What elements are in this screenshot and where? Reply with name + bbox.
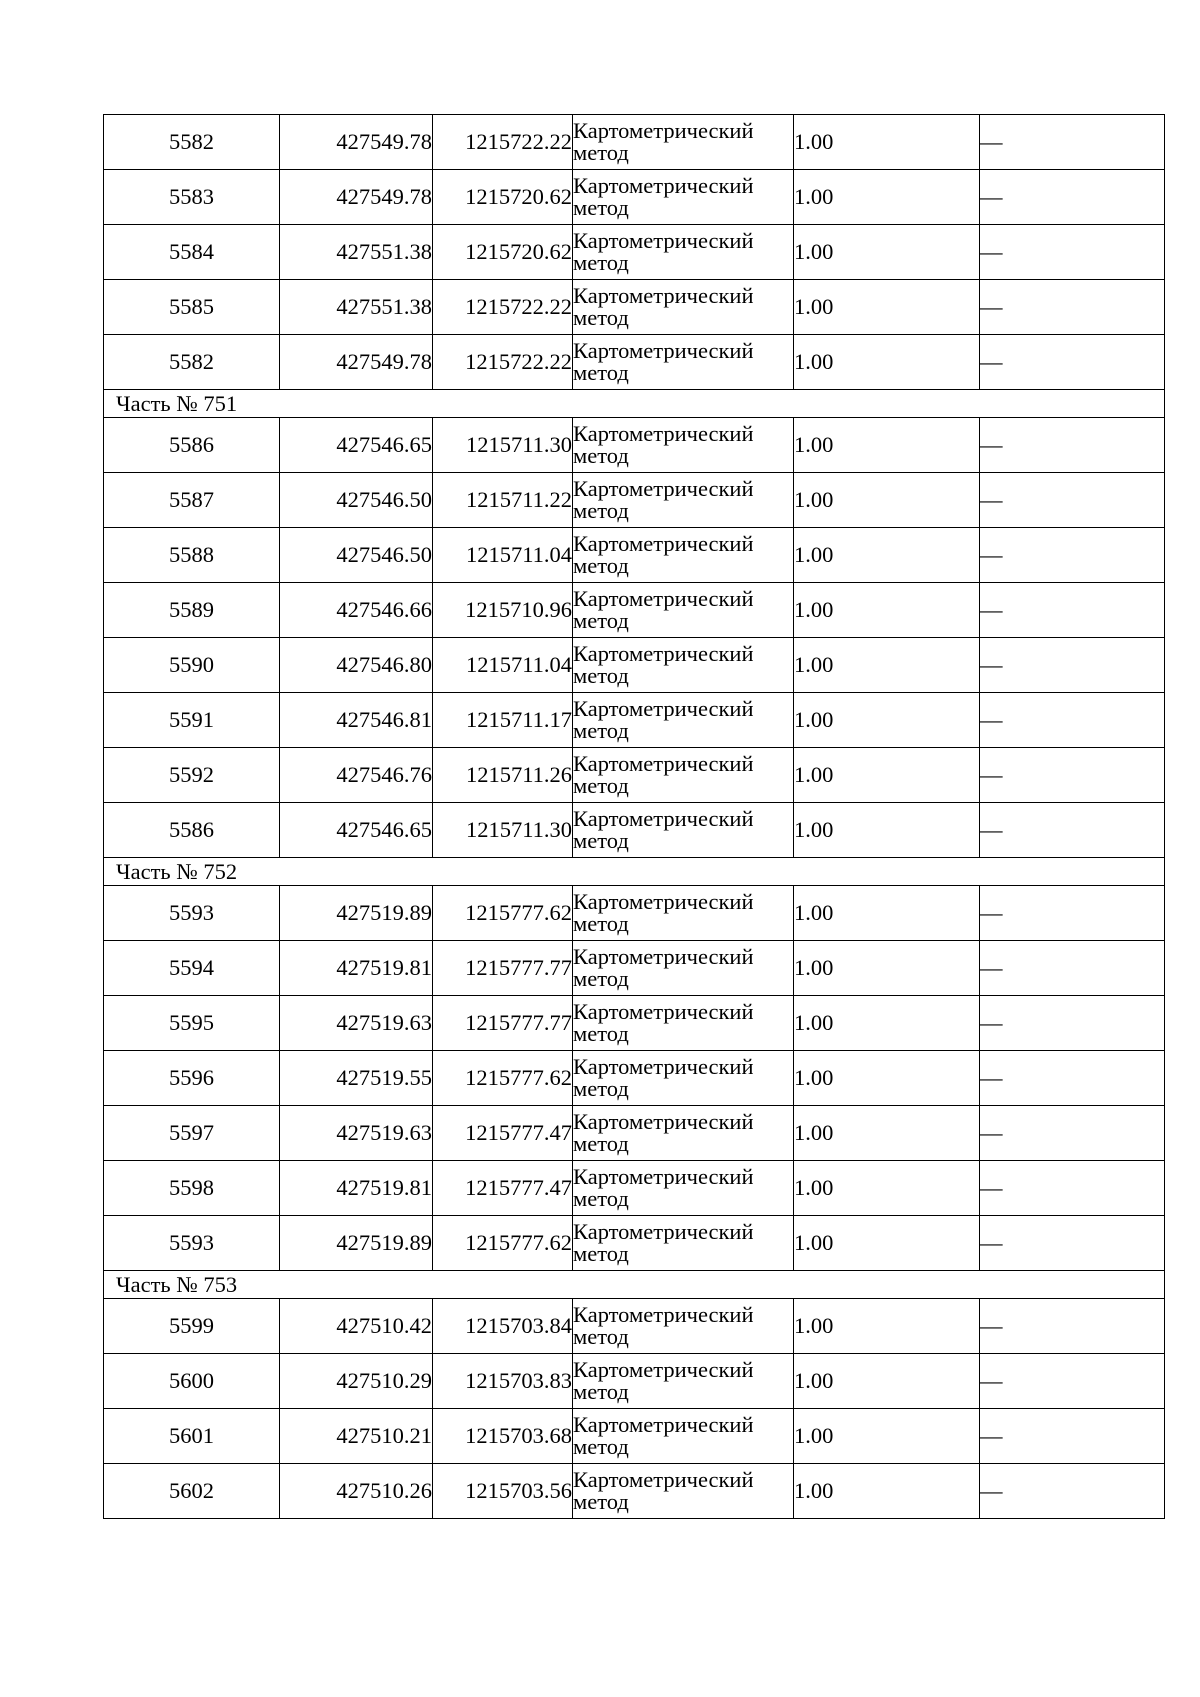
table-row — [104, 528, 1165, 583]
accuracy-cell: 1.00 — [794, 225, 980, 280]
method-line-1: Картометрический — [573, 337, 754, 363]
y-coordinate-cell: 1215720.62 — [433, 170, 573, 225]
x-coordinate-cell: 427510.26 — [280, 1464, 433, 1519]
method-cell — [573, 1216, 794, 1271]
method-line-1: Картометрический — [573, 695, 754, 721]
point-number-cell: 5585 — [104, 280, 280, 335]
table-row — [104, 583, 1165, 638]
table-row — [104, 638, 1165, 693]
description-cell: — — [980, 941, 1165, 996]
method-line-2: метод — [573, 1076, 629, 1101]
method-line-1: Картометрический — [573, 172, 754, 198]
method-cell — [573, 528, 794, 583]
y-coordinate-cell: 1215722.22 — [433, 335, 573, 390]
method-line-2: метод — [573, 140, 629, 165]
method-cell — [573, 1161, 794, 1216]
method-cell — [573, 941, 794, 996]
point-number-cell: 5595 — [104, 996, 280, 1051]
point-number-cell: 5584 — [104, 225, 280, 280]
part-label: Часть № 752 — [104, 858, 1165, 886]
method-line-1: Картометрический — [573, 420, 754, 446]
method-line-2: метод — [573, 305, 629, 330]
description-cell: — — [980, 1106, 1165, 1161]
method-line-2: метод — [573, 718, 629, 743]
method-line-1: Картометрический — [573, 943, 754, 969]
x-coordinate-cell: 427546.66 — [280, 583, 433, 638]
method-cell — [573, 1409, 794, 1464]
method-line-1: Картометрический — [573, 530, 754, 556]
y-coordinate-cell: 1215703.56 — [433, 1464, 573, 1519]
part-header-row — [104, 1271, 1165, 1299]
table-row — [104, 115, 1165, 170]
y-coordinate-cell: 1215711.30 — [433, 803, 573, 858]
accuracy-cell: 1.00 — [794, 583, 980, 638]
method-cell — [573, 638, 794, 693]
table-row — [104, 941, 1165, 996]
accuracy-cell: 1.00 — [794, 418, 980, 473]
accuracy-cell: 1.00 — [794, 335, 980, 390]
method-line-2: метод — [573, 443, 629, 468]
method-cell — [573, 280, 794, 335]
point-number-cell: 5588 — [104, 528, 280, 583]
accuracy-cell: 1.00 — [794, 1409, 980, 1464]
table-row — [104, 170, 1165, 225]
accuracy-cell: 1.00 — [794, 996, 980, 1051]
table-row — [104, 1299, 1165, 1354]
method-line-1: Картометрический — [573, 998, 754, 1024]
method-line-2: метод — [573, 911, 629, 936]
x-coordinate-cell: 427510.21 — [280, 1409, 433, 1464]
point-number-cell: 5597 — [104, 1106, 280, 1161]
description-cell: — — [980, 1354, 1165, 1409]
table-row — [104, 225, 1165, 280]
part-label: Часть № 751 — [104, 390, 1165, 418]
method-line-1: Картометрический — [573, 1053, 754, 1079]
description-cell: — — [980, 473, 1165, 528]
point-number-cell: 5586 — [104, 803, 280, 858]
coordinates-table-body — [104, 115, 1165, 1519]
table-row — [104, 1051, 1165, 1106]
description-cell: — — [980, 748, 1165, 803]
method-line-1: Картометрический — [573, 475, 754, 501]
y-coordinate-cell: 1215777.47 — [433, 1161, 573, 1216]
y-coordinate-cell: 1215722.22 — [433, 115, 573, 170]
table-row — [104, 1161, 1165, 1216]
x-coordinate-cell: 427546.81 — [280, 693, 433, 748]
accuracy-cell: 1.00 — [794, 1354, 980, 1409]
method-line-2: метод — [573, 966, 629, 991]
x-coordinate-cell: 427546.65 — [280, 803, 433, 858]
description-cell: — — [980, 638, 1165, 693]
method-cell — [573, 1354, 794, 1409]
y-coordinate-cell: 1215703.83 — [433, 1354, 573, 1409]
y-coordinate-cell: 1215777.47 — [433, 1106, 573, 1161]
point-number-cell: 5587 — [104, 473, 280, 528]
method-cell — [573, 1106, 794, 1161]
method-cell — [573, 335, 794, 390]
point-number-cell: 5602 — [104, 1464, 280, 1519]
accuracy-cell: 1.00 — [794, 1464, 980, 1519]
method-cell — [573, 996, 794, 1051]
x-coordinate-cell: 427549.78 — [280, 335, 433, 390]
description-cell: — — [980, 115, 1165, 170]
y-coordinate-cell: 1215711.04 — [433, 638, 573, 693]
x-coordinate-cell: 427551.38 — [280, 225, 433, 280]
method-line-2: метод — [573, 195, 629, 220]
method-line-1: Картометрический — [573, 805, 754, 831]
method-line-1: Картометрический — [573, 640, 754, 666]
x-coordinate-cell: 427551.38 — [280, 280, 433, 335]
y-coordinate-cell: 1215777.62 — [433, 1051, 573, 1106]
accuracy-cell: 1.00 — [794, 1161, 980, 1216]
description-cell: — — [980, 1051, 1165, 1106]
accuracy-cell: 1.00 — [794, 1299, 980, 1354]
table-row — [104, 803, 1165, 858]
accuracy-cell: 1.00 — [794, 170, 980, 225]
accuracy-cell: 1.00 — [794, 115, 980, 170]
table-row — [104, 1354, 1165, 1409]
method-line-2: метод — [573, 663, 629, 688]
method-line-1: Картометрический — [573, 1411, 754, 1437]
y-coordinate-cell: 1215777.62 — [433, 886, 573, 941]
part-header-row — [104, 390, 1165, 418]
table-row — [104, 1409, 1165, 1464]
y-coordinate-cell: 1215711.04 — [433, 528, 573, 583]
x-coordinate-cell: 427510.29 — [280, 1354, 433, 1409]
y-coordinate-cell: 1215777.77 — [433, 996, 573, 1051]
method-line-1: Картометрический — [573, 1218, 754, 1244]
description-cell: — — [980, 886, 1165, 941]
y-coordinate-cell: 1215722.22 — [433, 280, 573, 335]
y-coordinate-cell: 1215777.77 — [433, 941, 573, 996]
table-row — [104, 280, 1165, 335]
x-coordinate-cell: 427510.42 — [280, 1299, 433, 1354]
y-coordinate-cell: 1215777.62 — [433, 1216, 573, 1271]
method-cell — [573, 1299, 794, 1354]
point-number-cell: 5582 — [104, 335, 280, 390]
accuracy-cell: 1.00 — [794, 638, 980, 693]
accuracy-cell: 1.00 — [794, 473, 980, 528]
table-row — [104, 996, 1165, 1051]
method-line-2: метод — [573, 1186, 629, 1211]
accuracy-cell: 1.00 — [794, 886, 980, 941]
description-cell: — — [980, 1161, 1165, 1216]
table-row — [104, 473, 1165, 528]
x-coordinate-cell: 427549.78 — [280, 170, 433, 225]
point-number-cell: 5596 — [104, 1051, 280, 1106]
point-number-cell: 5598 — [104, 1161, 280, 1216]
method-line-1: Картометрический — [573, 227, 754, 253]
description-cell: — — [980, 1464, 1165, 1519]
table-row — [104, 1216, 1165, 1271]
description-cell: — — [980, 280, 1165, 335]
method-line-2: метод — [573, 1434, 629, 1459]
method-line-1: Картометрический — [573, 1301, 754, 1327]
description-cell: — — [980, 583, 1165, 638]
accuracy-cell: 1.00 — [794, 528, 980, 583]
method-cell — [573, 1464, 794, 1519]
method-cell — [573, 225, 794, 280]
y-coordinate-cell: 1215711.17 — [433, 693, 573, 748]
point-number-cell: 5583 — [104, 170, 280, 225]
accuracy-cell: 1.00 — [794, 693, 980, 748]
point-number-cell: 5594 — [104, 941, 280, 996]
method-cell — [573, 170, 794, 225]
accuracy-cell: 1.00 — [794, 1051, 980, 1106]
y-coordinate-cell: 1215711.22 — [433, 473, 573, 528]
x-coordinate-cell: 427519.89 — [280, 1216, 433, 1271]
y-coordinate-cell: 1215720.62 — [433, 225, 573, 280]
point-number-cell: 5592 — [104, 748, 280, 803]
description-cell: — — [980, 170, 1165, 225]
x-coordinate-cell: 427549.78 — [280, 115, 433, 170]
description-cell: — — [980, 803, 1165, 858]
description-cell: — — [980, 335, 1165, 390]
method-cell — [573, 115, 794, 170]
method-line-2: метод — [573, 553, 629, 578]
method-line-2: метод — [573, 250, 629, 275]
point-number-cell: 5593 — [104, 886, 280, 941]
table-row — [104, 886, 1165, 941]
method-cell — [573, 418, 794, 473]
description-cell: — — [980, 1299, 1165, 1354]
x-coordinate-cell: 427519.81 — [280, 1161, 433, 1216]
x-coordinate-cell: 427519.63 — [280, 1106, 433, 1161]
method-line-2: метод — [573, 773, 629, 798]
y-coordinate-cell: 1215703.68 — [433, 1409, 573, 1464]
y-coordinate-cell: 1215703.84 — [433, 1299, 573, 1354]
part-label: Часть № 753 — [104, 1271, 1165, 1299]
description-cell: — — [980, 996, 1165, 1051]
y-coordinate-cell: 1215710.96 — [433, 583, 573, 638]
accuracy-cell: 1.00 — [794, 941, 980, 996]
x-coordinate-cell: 427519.55 — [280, 1051, 433, 1106]
description-cell: — — [980, 418, 1165, 473]
description-cell: — — [980, 528, 1165, 583]
method-line-1: Картометрический — [573, 1356, 754, 1382]
method-line-2: метод — [573, 608, 629, 633]
point-number-cell: 5599 — [104, 1299, 280, 1354]
point-number-cell: 5601 — [104, 1409, 280, 1464]
method-cell — [573, 748, 794, 803]
method-line-1: Картометрический — [573, 1466, 754, 1492]
table-row — [104, 418, 1165, 473]
table-row — [104, 335, 1165, 390]
table-row — [104, 693, 1165, 748]
part-header-row — [104, 858, 1165, 886]
description-cell: — — [980, 1409, 1165, 1464]
method-line-1: Картометрический — [573, 282, 754, 308]
x-coordinate-cell: 427519.63 — [280, 996, 433, 1051]
x-coordinate-cell: 427519.89 — [280, 886, 433, 941]
point-number-cell: 5600 — [104, 1354, 280, 1409]
accuracy-cell: 1.00 — [794, 1216, 980, 1271]
method-cell — [573, 1051, 794, 1106]
y-coordinate-cell: 1215711.30 — [433, 418, 573, 473]
x-coordinate-cell: 427546.50 — [280, 528, 433, 583]
method-line-2: метод — [573, 498, 629, 523]
method-line-1: Картометрический — [573, 888, 754, 914]
method-cell — [573, 693, 794, 748]
description-cell: — — [980, 693, 1165, 748]
method-line-2: метод — [573, 828, 629, 853]
method-cell — [573, 886, 794, 941]
y-coordinate-cell: 1215711.26 — [433, 748, 573, 803]
table-row — [104, 1464, 1165, 1519]
point-number-cell: 5582 — [104, 115, 280, 170]
method-line-1: Картометрический — [573, 585, 754, 611]
method-line-1: Картометрический — [573, 1163, 754, 1189]
method-line-2: метод — [573, 1131, 629, 1156]
description-cell: — — [980, 225, 1165, 280]
method-line-2: метод — [573, 360, 629, 385]
accuracy-cell: 1.00 — [794, 280, 980, 335]
method-line-2: метод — [573, 1241, 629, 1266]
method-cell — [573, 583, 794, 638]
x-coordinate-cell: 427546.50 — [280, 473, 433, 528]
point-number-cell: 5590 — [104, 638, 280, 693]
point-number-cell: 5586 — [104, 418, 280, 473]
method-cell — [573, 803, 794, 858]
x-coordinate-cell: 427546.65 — [280, 418, 433, 473]
point-number-cell: 5593 — [104, 1216, 280, 1271]
method-line-1: Картометрический — [573, 750, 754, 776]
point-number-cell: 5589 — [104, 583, 280, 638]
x-coordinate-cell: 427546.76 — [280, 748, 433, 803]
method-line-1: Картометрический — [573, 1108, 754, 1134]
accuracy-cell: 1.00 — [794, 748, 980, 803]
method-line-2: метод — [573, 1324, 629, 1349]
coordinates-table — [103, 114, 1165, 1519]
point-number-cell: 5591 — [104, 693, 280, 748]
method-line-2: метод — [573, 1021, 629, 1046]
table-row — [104, 1106, 1165, 1161]
method-cell — [573, 473, 794, 528]
x-coordinate-cell: 427519.81 — [280, 941, 433, 996]
method-line-1: Картометрический — [573, 117, 754, 143]
table-row — [104, 748, 1165, 803]
method-line-2: метод — [573, 1489, 629, 1514]
description-cell: — — [980, 1216, 1165, 1271]
accuracy-cell: 1.00 — [794, 1106, 980, 1161]
method-line-2: метод — [573, 1379, 629, 1404]
x-coordinate-cell: 427546.80 — [280, 638, 433, 693]
accuracy-cell: 1.00 — [794, 803, 980, 858]
